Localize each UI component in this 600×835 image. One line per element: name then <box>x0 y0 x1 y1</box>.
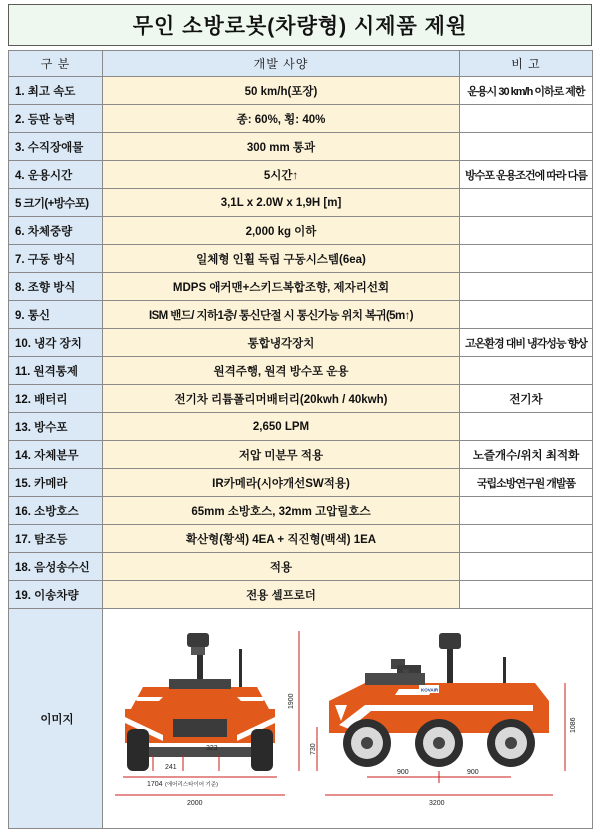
dim-body-height: 1086 <box>570 717 577 733</box>
dim-wheel-b: 323 <box>206 745 218 752</box>
row-note <box>460 133 593 161</box>
row-label: 16. 소방호스 <box>9 497 103 525</box>
row-note <box>460 357 593 385</box>
dim-track: 1704 <box>147 781 163 788</box>
row-spec: 일체형 인휠 독립 구동시스템(6ea) <box>103 245 460 273</box>
table-row <box>9 441 593 469</box>
row-spec: 확산형(황색) 4EA + 직진형(백색) 1EA <box>103 525 460 553</box>
row-note <box>460 301 593 329</box>
row-note <box>460 581 593 609</box>
row-note: 전기차 <box>460 385 593 413</box>
image-row <box>9 609 593 829</box>
row-label: 10. 냉각 장치 <box>9 329 103 357</box>
row-label: 12. 배터리 <box>9 385 103 413</box>
table-row <box>9 189 593 217</box>
row-spec: 종: 60%, 횡: 40% <box>103 105 460 133</box>
row-label: 8. 조향 방식 <box>9 273 103 301</box>
dim-wheelbase-2: 900 <box>467 769 479 776</box>
dim-track-note: (에어리스타이어 기준) <box>165 782 219 788</box>
row-note <box>460 189 593 217</box>
vehicle-drawing <box>103 609 591 825</box>
table-row <box>9 245 593 273</box>
table-row <box>9 77 593 105</box>
row-label: 7. 구동 방식 <box>9 245 103 273</box>
row-spec: 원격주행, 원격 방수포 운용 <box>103 357 460 385</box>
row-spec: IR카메라(시야개선SW적용) <box>103 469 460 497</box>
row-spec: 50 km/h(포장) <box>103 77 460 105</box>
row-note: 노즐개수/위치 최적화 <box>460 441 593 469</box>
vehicle-badge: KOVAIR <box>421 687 439 693</box>
row-note: 국립소방연구원 개발품 <box>460 469 593 497</box>
row-note <box>460 273 593 301</box>
row-note <box>460 245 593 273</box>
row-note <box>460 217 593 245</box>
title-box <box>8 4 592 46</box>
table-row <box>9 133 593 161</box>
row-spec: 통합냉각장치 <box>103 329 460 357</box>
row-spec: 적용 <box>103 553 460 581</box>
table-row <box>9 357 593 385</box>
dim-length: 3200 <box>429 800 445 807</box>
row-label: 4. 운용시간 <box>9 161 103 189</box>
row-spec: ISM 밴드/ 지하1층/ 통신단절 시 통신가능 위치 복귀(5m↑) <box>103 301 460 329</box>
row-note <box>460 105 593 133</box>
header-category: 구 분 <box>9 51 103 77</box>
row-label: 19. 이송차량 <box>9 581 103 609</box>
row-spec: 전기차 리튬폴리머배터리(20kwh / 40kwh) <box>103 385 460 413</box>
image-label: 이미지 <box>9 609 103 829</box>
row-note: 방수포 운용조건에 따라 다름 <box>460 161 593 189</box>
row-spec: MDPS 애커맨+스키드복합조향, 제자리선회 <box>103 273 460 301</box>
row-label: 3. 수직장애물 <box>9 133 103 161</box>
table-row <box>9 553 593 581</box>
image-cell <box>103 609 593 829</box>
table-row <box>9 273 593 301</box>
table-row <box>9 217 593 245</box>
table-row <box>9 581 593 609</box>
header-note: 비 고 <box>460 51 593 77</box>
row-label: 15. 카메라 <box>9 469 103 497</box>
row-note: 고온환경 대비 냉각성능 향상 <box>460 329 593 357</box>
row-label: 13. 방수포 <box>9 413 103 441</box>
row-label: 2. 등판 능력 <box>9 105 103 133</box>
row-spec: 300 mm 통과 <box>103 133 460 161</box>
row-label: 14. 자체분무 <box>9 441 103 469</box>
row-spec: 저압 미분무 적용 <box>103 441 460 469</box>
row-label: 6. 차체중량 <box>9 217 103 245</box>
row-label: 1. 최고 속도 <box>9 77 103 105</box>
table-row <box>9 301 593 329</box>
table-row <box>9 385 593 413</box>
row-spec: 2,650 LPM <box>103 413 460 441</box>
row-label: 17. 탐조등 <box>9 525 103 553</box>
row-note: 운용시 30 km/h 이하로 제한 <box>460 77 593 105</box>
row-note <box>460 497 593 525</box>
row-spec: 65mm 소방호스, 32mm 고압릴호스 <box>103 497 460 525</box>
table-row <box>9 413 593 441</box>
dim-front-width: 2000 <box>187 800 203 807</box>
row-label: 18. 음성송수신 <box>9 553 103 581</box>
dim-wheel-a: 241 <box>165 764 177 771</box>
row-note <box>460 553 593 581</box>
row-spec: 전용 셀프로더 <box>103 581 460 609</box>
front-view <box>115 633 285 807</box>
table-row <box>9 161 593 189</box>
row-spec: 3,1L x 2.0W x 1,9H [m] <box>103 189 460 217</box>
table-row <box>9 469 593 497</box>
table-row <box>9 525 593 553</box>
table-row <box>9 497 593 525</box>
header-spec: 개발 사양 <box>103 51 460 77</box>
dim-height: 1900 <box>288 693 295 709</box>
header-row <box>9 51 593 77</box>
row-spec: 5시간↑ <box>103 161 460 189</box>
spec-table <box>8 50 593 829</box>
dim-wheelbase-1: 900 <box>397 769 409 776</box>
row-label: 5 크기(+방수포) <box>9 189 103 217</box>
row-note <box>460 413 593 441</box>
side-view <box>288 631 577 807</box>
dim-clearance: 730 <box>310 743 317 755</box>
row-note <box>460 525 593 553</box>
table-row <box>9 329 593 357</box>
row-label: 11. 원격통제 <box>9 357 103 385</box>
row-label: 9. 통신 <box>9 301 103 329</box>
page-title: 무인 소방로봇(차량형) 시제품 제원 <box>132 15 468 38</box>
row-spec: 2,000 kg 이하 <box>103 217 460 245</box>
table-row <box>9 105 593 133</box>
